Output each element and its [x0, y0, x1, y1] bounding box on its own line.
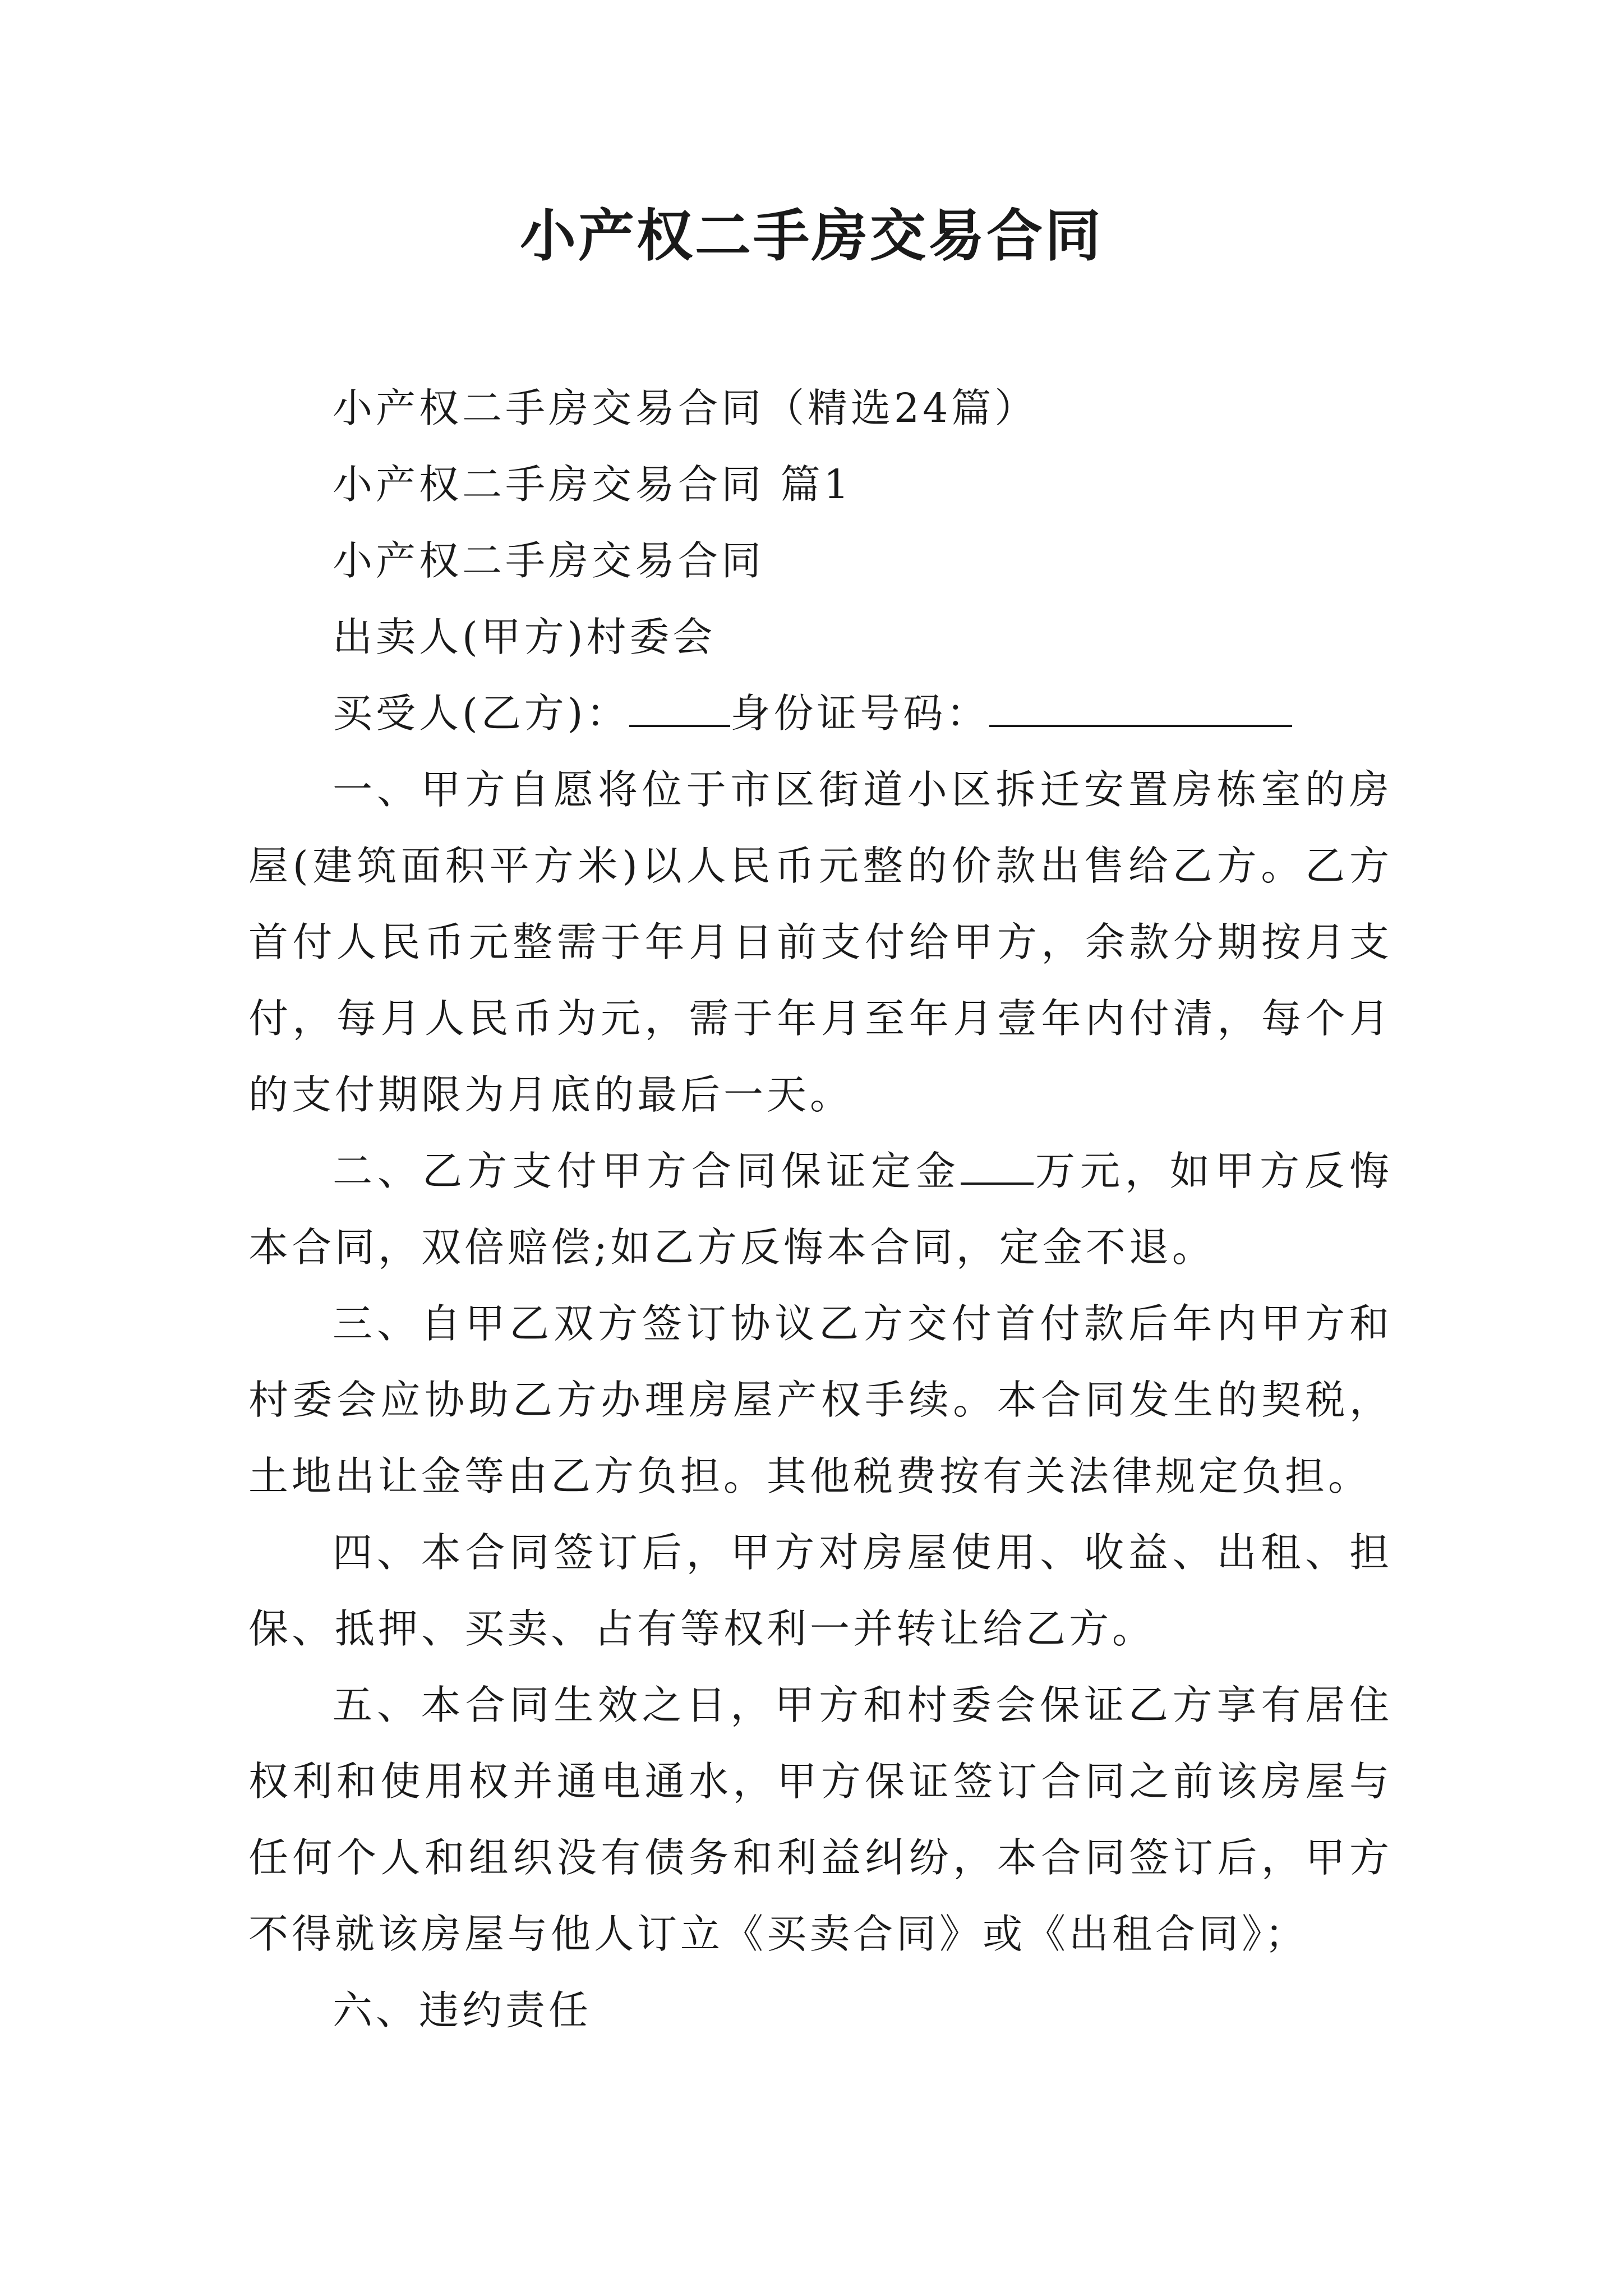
clause-2-part-1: 二、乙方支付甲方合同保证定金	[333, 1148, 961, 1194]
document-body	[248, 370, 1393, 2049]
chapter-heading: 小产权二手房交易合同 篇1	[333, 461, 852, 508]
clause-6: 六、违约责任	[333, 1987, 592, 2033]
seller-line: 出卖人(甲方)村委会	[333, 614, 716, 660]
buyer-label: 买受人(乙方)：	[333, 690, 630, 737]
clause-3: 三、自甲乙双方签订协议乙方交付首付款后年内甲方和村委会应协助乙方办理房屋产权手续。本合同发生的契税，土地出让金等由乙方负担。其他税费按有关法律规定负担。	[248, 1300, 1393, 1499]
contract-heading: 小产权二手房交易合同	[333, 537, 765, 584]
deposit-amount-blank[interactable]	[961, 1149, 1034, 1185]
buyer-line	[248, 675, 1393, 752]
clause-4: 四、本合同签订后，甲方对房屋使用、收益、出租、担保、抵押、买卖、占有等权利一并转让给乙方。	[248, 1529, 1393, 1652]
id-label: 身份证号码：	[730, 690, 990, 737]
id-number-blank[interactable]	[989, 691, 1292, 727]
clause-5: 五、本合同生效之日，甲方和村委会保证乙方享有居住权利和使用权并通电通水，甲方保证签订合同之前该房屋与任何个人和组织没有债务和利益纠纷，本合同签订后，甲方不得就该房屋与他人订立《买卖合同》或《出租合同》；	[248, 1682, 1393, 1957]
clause-2	[248, 1133, 1393, 1286]
clause-2-part-2: 万元，如甲方反悔本合同，双倍赔偿;如乙方反悔本合同，定金不退。	[248, 1148, 1393, 1271]
subtitle: 小产权二手房交易合同（精选24篇）	[333, 385, 1038, 431]
document-title: 小产权二手房交易合同	[520, 203, 1103, 269]
buyer-name-blank[interactable]	[629, 691, 730, 727]
clause-1: 一、甲方自愿将位于市区街道小区拆迁安置房栋室的房屋(建筑面积平方米)以人民币元整的价款出售给乙方。乙方首付人民币元整需于年月日前支付给甲方，余款分期按月支付，每月人民币为元，需于年月至年月壹年内付清，每个月的支付期限为月底的最后一天。	[248, 766, 1393, 1118]
